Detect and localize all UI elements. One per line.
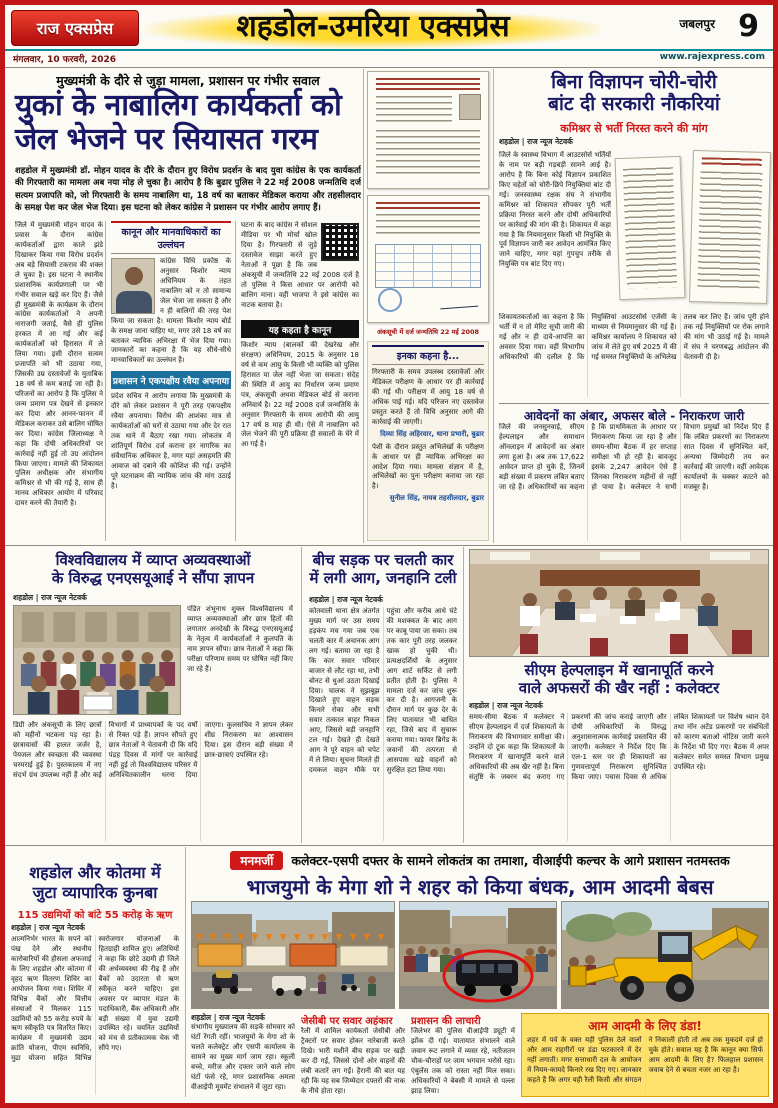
jcb-illustration — [562, 902, 769, 1009]
date-line: मंगलवार, 10 फरवरी, 2026 — [13, 55, 117, 65]
column-rule — [105, 221, 106, 541]
lead-body-col2 — [241, 221, 359, 317]
document-photo — [367, 71, 489, 323]
business-byline: शहडोल | राज न्यूज नेटवर्क — [11, 923, 85, 932]
stance-box-title: प्रशासन ने एकपक्षीय रवैया अपनाया — [111, 371, 231, 389]
mega-col-a-text: संभागीय मुख्यालय की सड़कें सोमवार को घंटों रेंगती रहीं। भाजयुमो के मेगा शो के चलते कलेक्ट्रेट और एसपी कार्यालय के सामने का मुख्य मार्ग जाम रहा। स्कूली बच्चे, मरीज और दफ्तर जाने वाले लोग घंटों फंसे रहे, मगर प्रशासनिक अमला वीआईपी मूवमेंट संभालने में जुटा रहा। — [191, 1023, 295, 1091]
jobs-sub-headline: आवेदनों का अंबार, अफसर बोले - निराकरण जारी — [499, 403, 769, 424]
street-rally-photo — [191, 901, 395, 1009]
collector-meeting-photo — [469, 549, 769, 657]
jobs-headline-line2: बांट दी सरकारी नौकरियां — [548, 93, 720, 116]
jobs-subhead: कमिश्नर से भर्ती निरस्त करने की मांग — [560, 122, 708, 135]
rights-box-text: कांग्रेस विधि प्रकोष्ठ के अनुसार किशोर न्याय अधिनियम के तहत नाबालिग को न तो सामान्य जेल भेजा जा सकता है और न ही बालिगों की तरह पेश किया जा सकता है। मामला किशोर न्याय बोर्ड के समक्ष जाना चाहिए था, मगर उसे 18 वर्ष का बताकर न्यायिक अभिरक्षा में भेज दिया गया। जानकारों का कहना है कि यह सीधे-सीधे मानवाधिकारों का उल्लंघन है। — [111, 257, 231, 365]
biz-headline-line2: जुटा व्यापारिक कुनबा — [32, 882, 158, 902]
nsui-byline: शहडोल | राज न्यूज नेटवर्क — [13, 593, 87, 602]
date-bar — [5, 52, 773, 65]
cm-body: समय-सीमा बैठक में कलेक्टर ने सीएम हेल्पलाइन में दर्ज शिकायतों के निराकरण की विभागवार समीक्षा की। उन्होंने दो टूक कहा कि शिकायतों के निराकरण में खानापूर्ति करने वाले अधिकारियों की अब खैर नहीं है। बिना संतुष्टि के जबरन बंद कराए गए प्रकरणों की जांच कराई जाएगी और दोषी अधिकारियों के विरुद्ध अनुशासनात्मक कार्रवाई प्रस्तावित की जाएगी। कलेक्टर ने निर्देश दिए कि एल-1 स्तर पर ही शिकायतों का गुणवत्तापूर्ण निराकरण सुनिश्चित किया जाए। पचास दिवस से अधिक लंबित शिकायतों पर विशेष ध्यान देने तथा नॉन अटेंड प्रकरणों पर संबंधितों को कारण बताओ नोटिस जारी करने के निर्देश भी दिए गए। बैठक में अपर कलेक्टर समेत समस्त विभाग प्रमुख उपस्थित रहे। — [469, 713, 769, 781]
edition-title: शहडोल-उमरिया एक्सप्रेस — [145, 5, 601, 49]
yellow-box-text: शहर में पर्व के वक्त यही पुलिस ठेले वालों और आम राहगीरों पर डंडा फटकारने में देर नहीं लगाती। मगर सत्ताधारी दल के आयोजन में नियम-कायदे किनारे रख दिए गए। जानकार कहते हैं कि अगर यही रैली किसी और संगठन ने निकाली होती तो अब तक मुकदमे दर्ज हो चुके होते। सवाल यह है कि कानून क्या सिर्फ आम आदमी के लिए है? फिलहाल प्रशासन जवाब देने से बचता नजर आ रहा है। — [527, 1036, 763, 1084]
mega-col-a — [191, 1013, 295, 1097]
law-box-title: यह कहता है कानून — [241, 320, 359, 338]
nsui-headline-line1: विश्वविद्यालय में व्याप्त अव्यवस्थाओं — [55, 551, 251, 569]
certificate-photo-box — [459, 94, 481, 120]
admin-subhead: प्रशासन की लाचारी — [411, 1016, 481, 1027]
form-header — [376, 202, 480, 210]
cm-headline-line2: वाले अफसरों की खैर नहीं : कलेक्टर — [518, 679, 720, 698]
jobs-headline — [499, 71, 769, 115]
edition-title-wrap — [145, 5, 601, 49]
qr-code-image — [321, 223, 359, 261]
certificate-paper — [367, 71, 489, 189]
mega-col-b — [301, 1013, 405, 1097]
lead-intro: शहडोल में मुख्यमंत्री डॉ. मोहन यादव के दौरे के दौरान हुए विरोध प्रदर्शन के बाद युवा कांग्रेस के एक कार्यकर्ता की गिरफ्तारी का मामला अब नया मोड़ ले चुका है। आरोप है कि बुढार पुलिस ने 22 मई 2008 जन्मतिथि दर्ज सत्यम प्रजापति को, जो गिरफ्तारी के समय नाबालिग था, 18 वर्ष का बताकर मेडिकल कराया और तहसीलदार के समक्ष पेश कर जेल भेज दिया। इस घटना को लेकर कांग्रेस ने प्रशासन पर गंभीर आरोप लगाए हैं। — [15, 166, 361, 213]
suv-crowd-illustration — [400, 902, 557, 1009]
arrested-worker-photo — [111, 258, 155, 314]
signature-mark — [440, 297, 479, 310]
website-url: www.rajexpress.com — [659, 52, 765, 62]
mega-byline: शहडोल | राज न्यूज नेटवर्क — [191, 1013, 265, 1022]
rights-box-title: कानून और मानवाधिकारों का उल्लंघन — [111, 221, 231, 254]
column-rule — [185, 847, 186, 1097]
document-caption: अंकसूची में दर्ज जन्मतिथि 22 मई 2008 — [376, 328, 480, 336]
certificate-lines — [376, 96, 452, 124]
form-lines — [376, 214, 480, 238]
car-byline: शहडोल | राज न्यूज नेटवर्क — [309, 595, 383, 604]
yellow-comment-box — [521, 1013, 769, 1097]
lead-headline-line1: युकां के नाबालिग कार्यकर्ता को — [15, 88, 342, 123]
manmarji-label: मनमर्जी — [230, 851, 283, 870]
masthead-rule — [5, 49, 773, 51]
jcb-subhead-text: रैली में शामिल कार्यकर्ता जेसीबी और ट्रैक्टरों पर सवार होकर नारेबाजी करते दिखे। भारी मशीनें बीच सड़क पर खड़ी कर दी गईं, जिससे दोनों ओर वाहनों की लंबी कतारें लग गईं। हैरानी की बात यह रही कि यह सब जिम्मेदार दफ्तरों की नाक के नीचे होता रहा। — [301, 1027, 405, 1095]
car-headline-line1: बीच सड़क पर चलती कार — [312, 551, 454, 569]
lead-headline-line2: जेल भेजने पर सियासत गरम — [15, 121, 318, 157]
car-fire-headline — [309, 551, 457, 588]
lead-headline — [15, 89, 365, 156]
section-rule — [5, 845, 773, 846]
column-rule — [493, 69, 494, 543]
blue-seal-stamp — [378, 288, 402, 312]
jobs-headline-line1: बिना विज्ञापन चोरी-चोरी — [551, 71, 717, 93]
mega-col-c — [411, 1013, 515, 1097]
business-subhead: 115 उद्यमियों को बांटे 55 करोड़ के ऋण — [17, 910, 173, 921]
jobs-byline: शहडोल | राज न्यूज नेटवर्क — [499, 137, 573, 146]
nsui-headline — [13, 551, 293, 588]
column-rule — [301, 547, 302, 843]
letter-lines — [623, 167, 677, 289]
quotes-title: इनका कहना है... — [372, 345, 484, 365]
lead-col2-text: घटना के बाद कांग्रेस ने सोशल मीडिया पर भी मोर्चा खोल दिया है। गिरफ्तारी से जुड़े दस्तावेज साझा करते हुए नेताओं ने पूछा है कि जब अंकसूची में जन्मतिथि 22 मई 2008 दर्ज है तो पुलिस ने किस आधार पर आरोपी को बालिग माना। वहीं भाजपा ने इसे कांग्रेस का नाटक बताया है। — [241, 221, 359, 309]
stance-box-text: प्रदेश सचिव ने आरोप लगाया कि मुख्यमंत्री के दौरे को लेकर प्रशासन ने पूरी तरह एकपक्षीय रवैया अपनाया। विरोध की आशंका मात्र से कार्यकर्ताओं को घरों से उठाया गया और देर रात तक थाने में बैठाए रखा गया। लोकतंत्र में शांतिपूर्ण विरोध दर्ज कराना हर नागरिक का संवैधानिक अधिकार है, मगर यहां असहमति की आवाज को दबाने की कोशिश की गई। उन्होंने पूरे घटनाक्रम की न्यायिक जांच की मांग उठाई है। — [111, 392, 231, 490]
certificate-lines — [376, 130, 480, 178]
edition-city: जबलपुर — [679, 17, 715, 31]
business-headline — [11, 863, 179, 902]
jcb-subhead: जेसीबी पर सवार अहंकार — [301, 1016, 393, 1027]
application-lines — [697, 171, 762, 291]
jobs-body-1: जिले के स्वास्थ्य विभाग में आउटसोर्स भर्तियों के नाम पर बड़ी गड़बड़ी सामने आई है। आरोप है कि बिना कोई विज्ञापन प्रकाशित किए चहेतों को चोरी-छिपे नियुक्तियां बांट दी गईं। जनस्वास्थ्य रक्षक संघ ने संभागीय कमिश्नर को शिकायत सौंपकर पूरी भर्ती प्रक्रिया निरस्त करने और दोषी अधिकारियों पर कार्रवाई की मांग की है। शिकायत में कहा गया है कि नियमानुसार किसी भी नियुक्ति के पूर्व विज्ञापन जारी कर आवेदन आमंत्रित किए जाने चाहिए, मगर यहां गुपचुप तरीके से नियुक्ति पत्र बांट दिए गए। — [499, 151, 611, 269]
yellow-box-title: आम आदमी के लिए डंडा! — [588, 1019, 702, 1033]
quotes-box — [367, 341, 489, 541]
lead-box-column — [111, 221, 231, 541]
rights-box-body — [111, 257, 231, 366]
cm-headline-line1: सीएम हेल्पलाइन में खानापूर्ति करने — [524, 661, 714, 679]
car-headline-line2: में लगी आग, जनहानि टली — [309, 569, 457, 588]
application-paper — [689, 150, 771, 304]
logo-text: राज एक्सप्रेस — [36, 19, 114, 38]
lead-kicker: मुख्यमंत्री के दौरे से जुड़ा मामला, प्रशासन पर गंभीर सवाल — [56, 73, 320, 88]
lead-law-column — [241, 221, 359, 541]
column-rule — [235, 221, 236, 541]
jcb-photo — [561, 901, 769, 1009]
crowd-illustration — [14, 606, 181, 715]
circled-suv-photo — [399, 901, 557, 1009]
biz-headline-line1: शहडोल और कोतमा में — [29, 863, 161, 882]
complaint-documents-photo — [617, 151, 769, 307]
law-box-text: किशोर न्याय (बालकों की देखरेख और संरक्षण) अधिनियम, 2015 के अनुसार 18 वर्ष से कम आयु के किसी भी व्यक्ति को पुलिस हिरासत या जेल नहीं भेजा जा सकता। संदेह की स्थिति में आयु का निर्धारण जन्म प्रमाण पत्र, अंकसूची अथवा मेडिकल बोर्ड से कराना अनिवार्य है। 22 मई 2008 दर्ज जन्मतिथि के अनुसार गिरफ्तारी के समय आरोपी की आयु 17 वर्ष 8 माह ही थी। ऐसे में नाबालिग को जेल भेजने की पूरी प्रक्रिया ही सवालों के घेरे में आ गई है। — [241, 341, 359, 449]
cm-helpline-headline — [469, 661, 769, 698]
nsui-memorandum-photo — [13, 605, 181, 715]
page-number: 9 — [738, 9, 759, 44]
mega-kicker: कलेक्टर-एसपी दफ्तर के सामने लोकतंत्र का तमाशा, वीआईपी कल्चर के आगे प्रशासन नतमस्तक — [291, 852, 730, 868]
raj-express-logo — [11, 10, 139, 46]
certificate-header — [376, 78, 480, 90]
form-table — [375, 244, 481, 288]
transfer-form-paper — [367, 195, 489, 323]
quote-2-attribution: सुनील सिंह, नायब तहसीलदार, बुढार — [389, 494, 484, 503]
car-body: कोतवाली थाना क्षेत्र अंतर्गत मुख्य मार्ग पर उस समय हड़कंप मच गया जब एक चलती कार में अचानक आग लग गई। बताया जा रहा है कि कार सवार परिवार बाजार से लौट रहा था, तभी बोनट से धुआं उठता दिखाई दिया। चालक ने सूझबूझ दिखाते हुए वाहन सड़क किनारे रोका और सभी सवार तत्काल बाहर निकल आए, जिससे बड़ी जनहानि टल गई। देखते ही देखते आग ने पूरे वाहन को चपेट में ले लिया। सूचना मिलते ही दमकल वाहन मौके पर पहुंचा और करीब आधे घंटे की मशक्कत के बाद आग पर काबू पाया जा सका। तब तक कार पूरी तरह जलकर खाक हो चुकी थी। प्रत्यक्षदर्शियों के अनुसार आग शार्ट सर्किट से लगी प्रतीत होती है। पुलिस ने मामला दर्ज कर जांच शुरू कर दी है। आगजनी के दौरान मार्ग पर कुछ देर के लिए यातायात भी बाधित रहा, जिसे बाद में सुचारू कराया गया। फायर ब्रिगेड के जवानों की तत्परता से आसपास खड़े वाहनों को सुरक्षित हटा लिया गया। — [309, 607, 457, 774]
street-illustration — [192, 902, 395, 1009]
section-rule — [5, 545, 773, 546]
column-rule — [463, 547, 464, 843]
quote-1-attribution: दिव्या सिंह अहिरवार, थाना प्रभारी, बुढार — [380, 429, 484, 438]
quote-2: पेशी के दौरान प्रस्तुत अभिलेखों के परीक्षण के आधार पर ही न्यायिक अभिरक्षा का आदेश दिया गया। मामला संज्ञान में है, अभिलेखों का पुनः परीक्षण कराया जा रहा है। — [372, 442, 484, 491]
jobs-body-2: शिकायतकर्ताओं का कहना है कि भर्ती में न तो मेरिट सूची जारी की गई और न ही दावे-आपत्ति का अवसर दिया गया। वहीं विभागीय अधिकारियों की दलील है कि नियुक्तियां आउटसोर्स एजेंसी के माध्यम से नियमानुसार की गई हैं। कमिश्नर कार्यालय ने शिकायत को जांच में लेते हुए वर्ष 2025 में की गई समस्त नियुक्तियों के अभिलेख तलब कर लिए हैं। जांच पूरी होने तक नई नियुक्तियों पर रोक लगाने की मांग भी उठाई गई है। मामले में संघ ने चरणबद्ध आंदोलन की चेतावनी दी है। — [499, 313, 769, 361]
application-header — [702, 157, 762, 167]
jobs-body-3: जिले की जनसुनवाई, सीएम हेल्पलाइन और समाधान ऑनलाइन में आवेदनों का अंबार लगा हुआ है। अब तक 17,622 आवेदन प्राप्त हो चुके हैं, जिनमें बड़ी संख्या में प्रकरण लंबित बताए जा रहे हैं। अधिकारियों का कहना है कि प्राथमिकता के आधार पर निराकरण किया जा रहा है और समय-सीमा बैठक में हर सप्ताह समीक्षा भी हो रही है। बावजूद इसके 2,247 आवेदन ऐसे हैं जिनका निराकरण महीनों से नहीं हो पाया है। कलेक्टर ने सभी विभाग प्रमुखों को निर्देश दिए हैं कि लंबित प्रकरणों का निराकरण सात दिवस में सुनिश्चित करें, अन्यथा जिम्मेदारी तय कर कार्रवाई की जाएगी। वहीं आवेदक कार्यालयों के चक्कर काटने को मजबूर हैं। — [499, 423, 769, 491]
nsui-body-bottom: डिग्री और अंकसूची के लिए छात्रों को महीनों भटकना पड़ रहा है। छात्रावासों की हालत जर्जर है, पेयजल और स्वच्छता की व्यवस्था चरमराई हुई है। पुस्तकालय में नए संदर्भ ग्रंथ उपलब्ध नहीं हैं और कई विभागों में प्राध्यापकों के पद वर्षों से रिक्त पड़े हैं। ज्ञापन सौंपते हुए छात्र नेताओं ने चेतावनी दी कि यदि पंद्रह दिवस में मांगों पर कार्रवाई नहीं हुई तो विश्वविद्यालय परिसर में अनिश्चितकालीन धरना दिया जाएगा। कुलसचिव ने ज्ञापन लेकर शीघ्र निराकरण का आश्वासन दिया। इस दौरान बड़ी संख्या में छात्र-छात्राएं उपस्थित रहे। — [13, 721, 293, 779]
lead-body-col1: जिले में मुख्यमंत्री मोहन यादव के प्रवास के दौरान कांग्रेस कार्यकर्ताओं द्वारा काले झंडे दिखाकर किया गया विरोध प्रदर्शन अब बड़े सियासी टकराव की शक्ल ले चुका है। इस घटना ने स्थानीय प्रशासनिक कार्यप्रणाली पर भी गंभीर सवाल खड़े कर दिए हैं। जैसे ही मुख्यमंत्री के कार्यक्रम के दौरान कांग्रेस कार्यकर्ताओं ने अपनी नाराजगी जताई, वैसे ही पुलिस हरकत में आ गई और कई कार्यकर्ताओं को हिरासत में ले लिया गया। इसी दौरान सत्यम प्रजापति को भी उठाया गया, जिसकी उम्र दस्तावेजों के मुताबिक 18 वर्ष से कम बताई जा रही है। परिजनों का आरोप है कि पुलिस ने जन्म प्रमाण पत्र देखने से इनकार कर दिया और आनन-फानन में मेडिकल कराकर उसे बालिग घोषित कर दिया। कांग्रेस जिलाध्यक्ष ने कहा कि दोषी अधिकारियों पर कार्रवाई नहीं हुई तो उग्र आंदोलन किया जाएगा। मामले की शिकायत पुलिस अधीक्षक और संभागीय कमिश्नर से भी की गई है, साथ ही मानव अधिकार आयोग में परिवाद दायर करने की तैयारी है। — [15, 221, 103, 508]
business-body: आत्मनिर्भर भारत के सपने को पंख देने और स्थानीय कारोबारियों की हौसला अफजाई के लिए शहडोल और कोतमा में वृहद ऋण वितरण शिविर का आयोजन किया गया। शिविर में विभिन्न बैंकों और वित्तीय संस्थाओं ने मिलकर 115 उद्यमियों को 55 करोड़ रुपये के ऋण स्वीकृति पत्र वितरित किए। कार्यक्रम में मुख्यमंत्री उद्यम क्रांति योजना, पीएम स्वनिधि, मुद्रा योजना सहित विभिन्न स्वरोजगार योजनाओं के हितग्राही शामिल हुए। अतिथियों ने कहा कि छोटे उद्यमी ही जिले की अर्थव्यवस्था की रीढ़ हैं और बैंकों को उदारता से ऋण स्वीकृत करने चाहिए। इस अवसर पर व्यापार मंडल के पदाधिकारी, बैंक अधिकारी और बड़ी संख्या में युवा उद्यमी उपस्थित रहे। चयनित उद्यमियों को मंच से प्रतीकात्मक चेक भी सौंपे गए। — [11, 935, 179, 1063]
admin-subhead-text: जिलेभर की पुलिस वीआईपी ड्यूटी में झोंक दी गई। यातायात संभालने वाले जवान रूट लगाने में व्यस्त रहे, नतीजतन चौक-चौराहों पर जाम भगवान भरोसे रहा। एंबुलेंस तक को रास्ता नहीं मिल सका। अधिकारियों ने बेबसी में मामले से पल्ला झाड़ लिया। — [411, 1027, 515, 1095]
meeting-illustration — [470, 550, 769, 657]
header-rule — [5, 67, 773, 68]
nsui-body-side: पंडित शंभूनाथ शुक्ल विश्वविद्यालय में व्याप्त अव्यवस्थाओं और छात्र हितों की लगातार अनदेखी के विरुद्ध एनएसयूआई के नेतृत्व में कार्यकर्ताओं ने कुलपति के नाम ज्ञापन सौंपा। छात्र नेताओं ने कहा कि परीक्षा परिणाम समय पर घोषित नहीं किए जा रहे हैं। — [187, 605, 293, 673]
mega-banner — [191, 849, 769, 871]
letter-paper — [615, 156, 686, 300]
nsui-headline-line2: के विरुद्ध एनएसयूआई ने सौंपा ज्ञापन — [51, 569, 255, 588]
quote-1: गिरफ्तारी के समय उपलब्ध दस्तावेजों और मेडिकल परीक्षण के आधार पर ही कार्रवाई की गई थी। परीक्षण में आयु 18 वर्ष से अधिक पाई गई। यदि परिजन नए दस्तावेज प्रस्तुत करते हैं तो विधि अनुसार आगे की कार्रवाई की जाएगी। — [372, 368, 484, 426]
cm-byline: शहडोल | राज न्यूज नेटवर्क — [469, 701, 543, 710]
mega-headline: भाजयुमो के मेगा शो ने शहर को किया बंधक, आम आदमी बेबस — [246, 875, 714, 899]
